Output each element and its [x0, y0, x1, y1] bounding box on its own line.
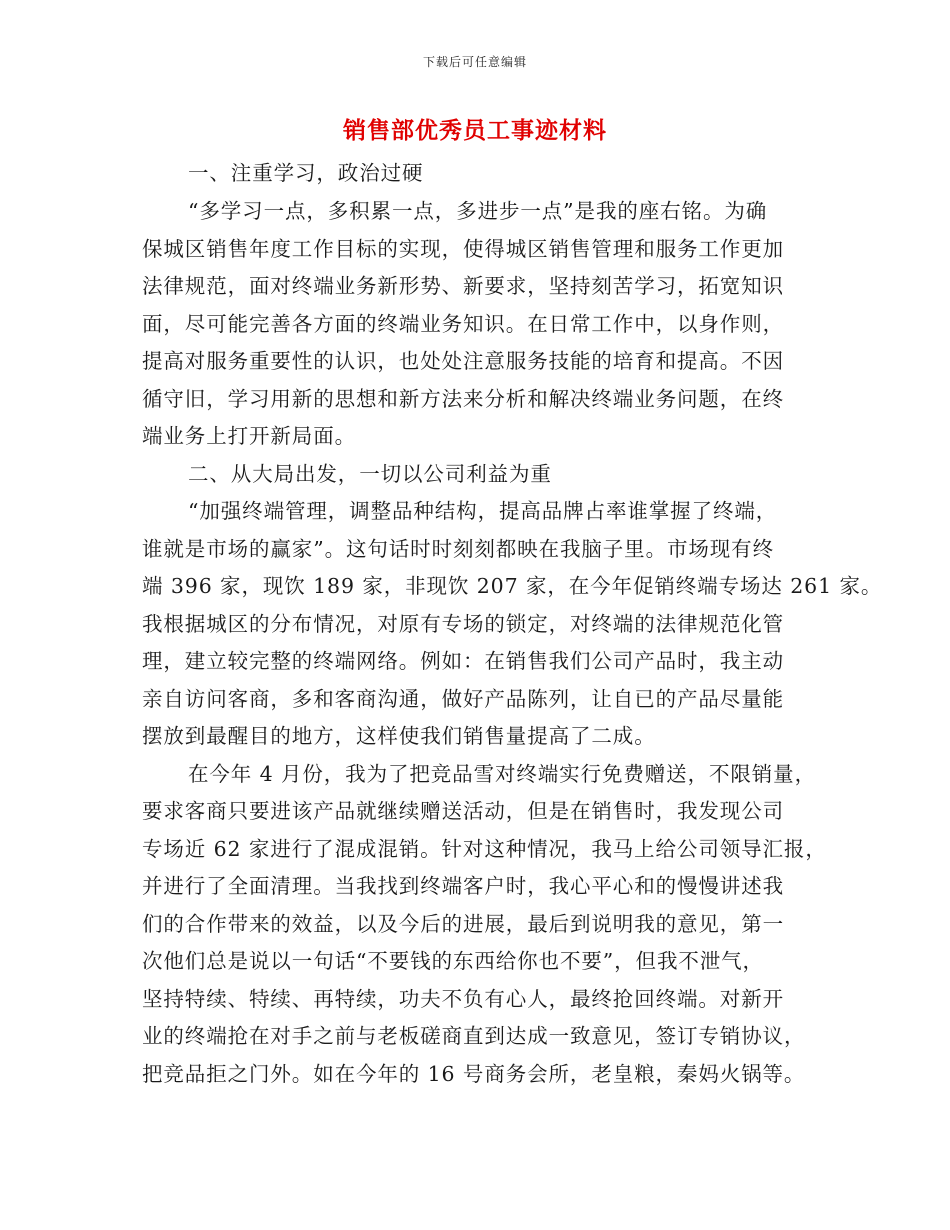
body-line: 专场近 62 家进行了混成混销。针对这种情况，我马上给公司领导汇报，: [142, 837, 827, 861]
body-line: 们的合作带来的效益，以及今后的进展，最后到说明我的意见，第一: [142, 912, 784, 936]
body-line: 端业务上打开新局面。: [142, 424, 356, 448]
page-header: 下载后可任意编辑: [422, 55, 527, 69]
body-line: 摆放到最醒目的地方，这样使我们销售量提高了二成。: [142, 724, 656, 748]
body-line: 业的终端抢在对手之前与老板磋商直到达成一致意见，签订专销协议，: [142, 1024, 806, 1048]
body-line: 要求客商只要进该产品就继续赠送活动，但是在销售时，我发现公司: [142, 799, 784, 823]
body-line: 面，尽可能完善各方面的终端业务知识。在日常工作中，以身作则，: [142, 312, 784, 336]
body-line: 端 396 家，现饮 189 家，非现饮 207 家，在今年促销终端专场达 261 家。: [142, 574, 883, 598]
body-line: 坚持特续、特续、再特续，功夫不负有心人，最终抢回终端。对新开: [142, 987, 784, 1011]
section-heading-2: 二、从大局出发，一切以公司利益为重: [188, 462, 552, 486]
body-line: “加强终端管理，调整品种结构，提高品牌占率谁掌握了终端，: [188, 499, 778, 523]
body-line: 亲自访问客商，多和客商沟通，做好产品陈列，让自已的产品尽量能: [142, 687, 784, 711]
body-line: 我根据城区的分布情况，对原有专场的锁定，对终端的法律规范化管: [142, 612, 784, 636]
body-line: 保城区销售年度工作目标的实现，使得城区销售管理和服务工作更加: [142, 237, 784, 261]
body-line: 法律规范，面对终端业务新形势、新要求，坚持刻苦学习，拓宽知识: [142, 274, 784, 298]
body-line: “多学习一点，多积累一点，多进步一点”是我的座右铭。为确: [188, 199, 768, 223]
document-title: 销售部优秀员工事迹材料: [343, 117, 607, 144]
section-heading-1: 一、注重学习，政治过硬: [188, 161, 424, 185]
body-line: 把竞品拒之门外。如在今年的 16 号商务会所，老皇粮，秦妈火锅等。: [142, 1062, 806, 1086]
body-line: 在今年 4 月份，我为了把竞品雪对终端实行免费赠送，不限销量，: [188, 762, 816, 786]
body-line: 理，建立较完整的终端网络。例如：在销售我们公司产品时，我主动: [142, 649, 784, 673]
body-line: 循守旧，学习用新的思想和新方法来分析和解决终端业务问题，在终: [142, 387, 784, 411]
body-line: 提高对服务重要性的认识，也处处注意服务技能的培育和提高。不因: [142, 349, 784, 373]
body-line: 并进行了全面清理。当我找到终端客户时，我心平心和的慢慢讲述我: [142, 874, 784, 898]
body-line: 次他们总是说以一句话“不要钱的东西给你也不要”，但我不泄气，: [142, 949, 764, 973]
body-line: 谁就是市场的赢家”。这句话时时刻刻都映在我脑子里。市场现有终: [142, 537, 774, 561]
